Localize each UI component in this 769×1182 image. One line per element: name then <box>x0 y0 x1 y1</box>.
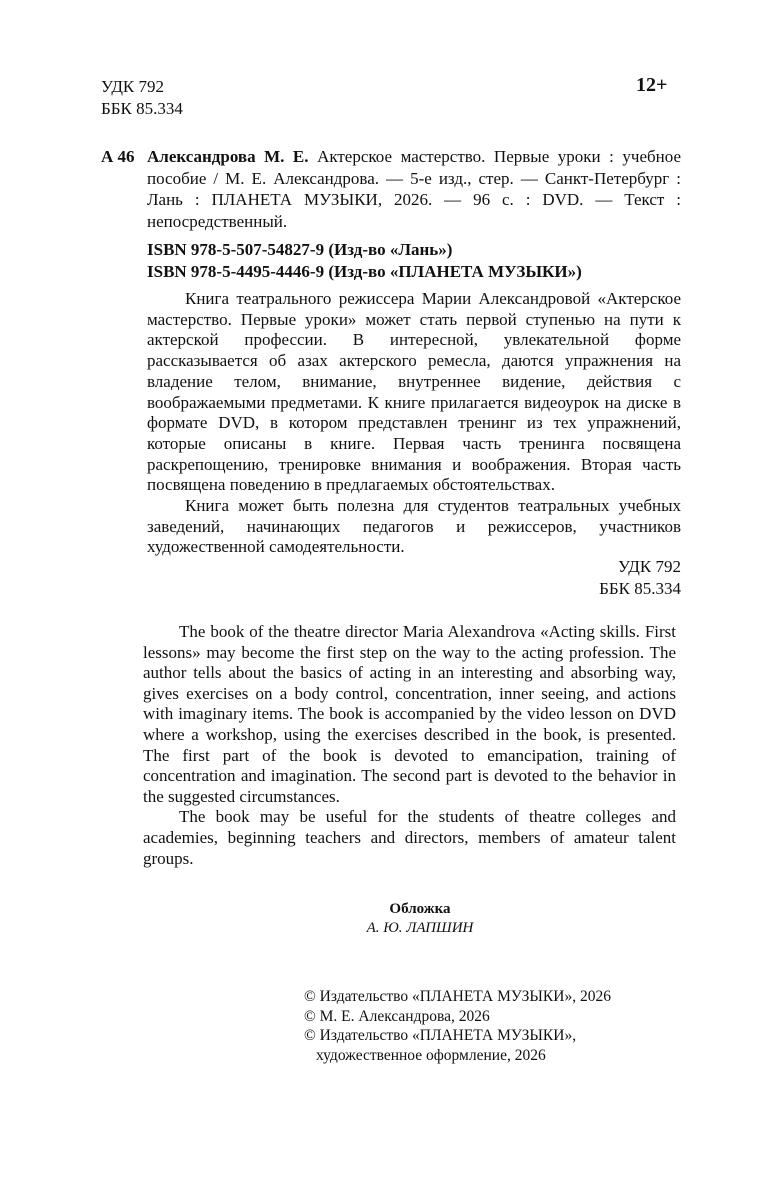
annotation-paragraph: Книга может быть полезна для студентов театральных учебных заведений, начинающих педагогов и режиссеров, участников художественной самодеятельности. <box>147 496 681 557</box>
copyright-line: © М. Е. Александрова, 2026 <box>304 1007 490 1025</box>
udk-code: УДК 792 <box>101 77 165 96</box>
isbn-lan: ISBN 978-5-507-54827-9 (Изд-во «Лань») <box>147 240 453 259</box>
classification-right <box>481 556 681 599</box>
cover-artist: А. Ю. ЛАПШИН <box>366 920 474 936</box>
copyright-line: © Издательство «ПЛАНЕТА МУЗЫКИ», <box>304 1027 577 1044</box>
author-name: Александрова М. Е. <box>147 147 309 166</box>
english-paragraph: The book may be useful for the students of theatre colleges and academies, beginning teachers and directors, members of amateur talent groups. <box>143 807 676 868</box>
isbn-block <box>147 239 582 282</box>
english-paragraph: The book of the theatre director Maria Alexandrova «Acting skills. First lessons» may become the first step on the way to the acting profession. The author tells about the basics of acting in an interesting and absorbing way, gives exercises on a body control, concentration, inner seeing, and actions with imaginary items. The book is accompanied by the video lesson on DVD where a workshop, using the exercises described in the book, is presented. The first part of the book is devoted to emancipation, training of concentration and imagination. The second part is devoted to the behavior in the suggested circumstances. <box>143 622 676 806</box>
bbk-code: ББК 85.334 <box>101 99 183 118</box>
annotation-paragraph: Книга театрального режиссера Марии Александровой «Актерское мастерство. Первые уроки» может стать первой ступенью на пути к актерской профессии. В интересной, увлекательной форме рассказывается об азах актерского ремесла, даются упражнения на владение телом, внимание, внутреннее видение, действия с воображаемыми предметами. К книге прилагается видеоурок на диске в формате DVD, в котором представлен тренинг из тех упражнений, которые описаны в книге. Первая часть тренинга посвящена раскрепощению, тренировке внимания и воображения. Вторая часть посвящена поведению в предлагаемых обстоятельствах. <box>147 289 681 495</box>
age-rating: 12+ <box>636 74 668 96</box>
catalog-entry <box>101 146 681 232</box>
bbk-code-right: ББК 85.334 <box>599 578 681 598</box>
annotation-en <box>143 622 676 869</box>
udk-code-right: УДК 792 <box>617 557 681 576</box>
copyright-line: © Издательство «ПЛАНЕТА МУЗЫКИ», 2026 <box>304 988 611 1005</box>
author-code: А 46 <box>101 147 135 166</box>
annotation-ru <box>147 289 681 558</box>
book-description: Актерское мастерство. Первые уроки : учебное пособие / М. Е. Александрова. — 5-е изд., стер. — Санкт-Петербург : Лань : ПЛАНЕТА МУЗЫКИ, 2026. — 96 с. : DVD. — Текст : непосредственный. <box>147 147 681 231</box>
copyright-block <box>304 987 611 1065</box>
copyright-line: художественное оформление, 2026 <box>316 1046 546 1064</box>
cover-label: Обложка <box>389 901 451 917</box>
isbn-planeta: ISBN 978-5-4495-4446-9 (Изд-во «ПЛАНЕТА МУЗЫКИ») <box>147 261 582 281</box>
cover-credit <box>300 900 540 938</box>
header-classification <box>101 76 183 120</box>
bibliographic-description <box>147 146 681 232</box>
